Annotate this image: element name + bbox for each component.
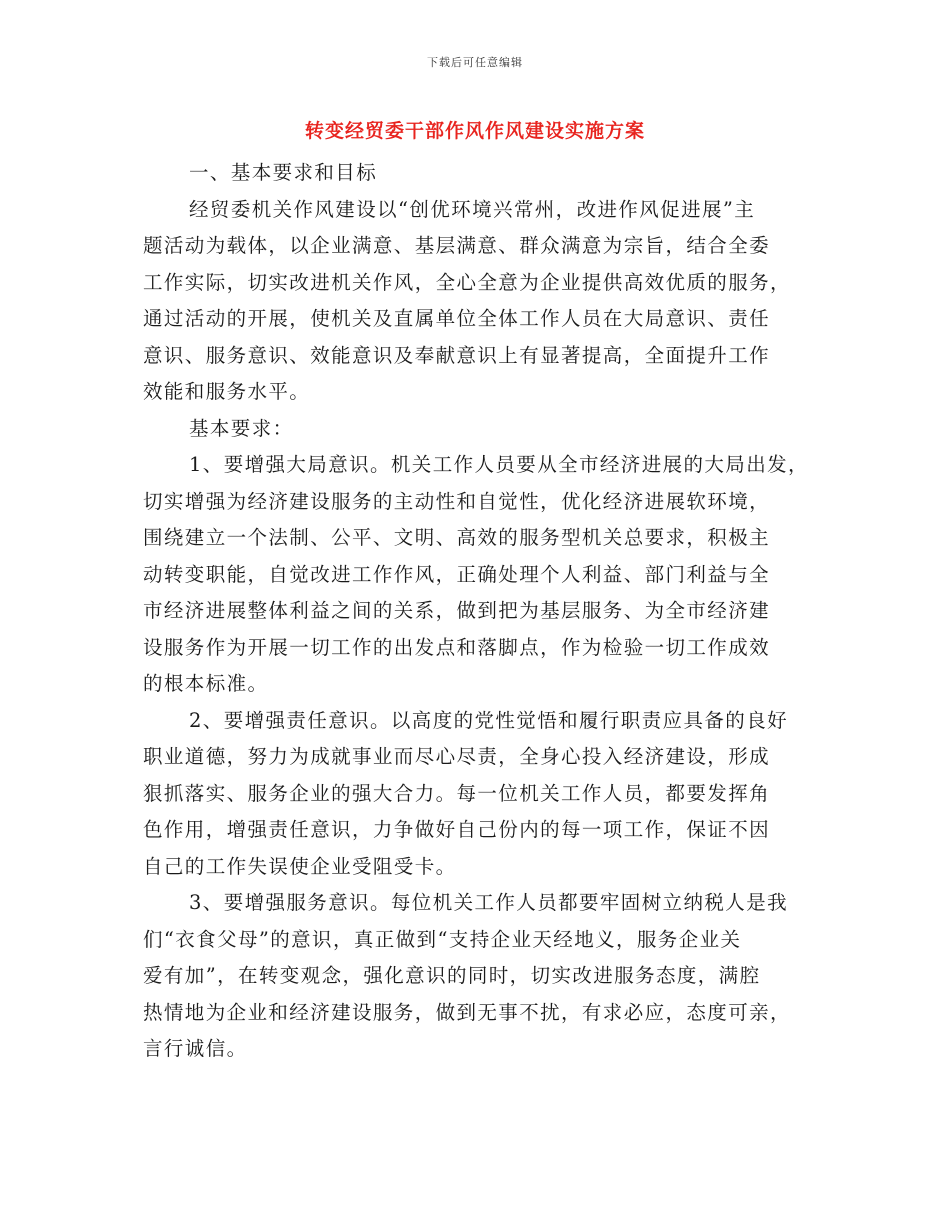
- paragraph-line: 2、要增强责任意识。以高度的党性觉悟和履行职责应具备的良好: [189, 708, 789, 732]
- paragraph-line: 通过活动的开展，使机关及直属单位全体工作人员在大局意识、责任: [143, 307, 771, 330]
- paragraph-line: 爱有加”，在转变观念，强化意识的同时，切实改进服务态度，满腔: [143, 964, 761, 987]
- basic-requirements-heading: 基本要求：: [189, 416, 294, 440]
- requirement-item-3: [143, 885, 823, 1068]
- paragraph-line: 狠抓落实、服务企业的强大合力。每一位机关工作人员，都要发挥角: [143, 781, 771, 805]
- paragraph-line: 们“衣食父母”的意识，真正做到“支持企业天经地义，服务企业关: [143, 927, 742, 951]
- paragraph-line: 动转变职能，自觉改进工作作风，正确处理个人利益、部门利益与全: [143, 562, 771, 586]
- paragraph-line: 经贸委机关作风建设以“创优环境兴常州，改进作风促进展”主: [189, 197, 756, 221]
- requirement-item-2: [143, 703, 823, 886]
- paragraph-line: 题活动为载体，以企业满意、基层满意、群众满意为宗旨，结合全委: [143, 234, 771, 257]
- paragraph-line: 的根本标准。: [143, 672, 269, 695]
- paragraph-line: 工作实际，切实改进机关作风，全心全意为企业提供高效优质的服务，: [143, 270, 791, 294]
- paragraph-line: 围绕建立一个法制、公平、文明、高效的服务型机关总要求，积极主: [143, 526, 771, 549]
- paragraph-line: 1、要增强大局意识。机关工作人员要从全市经济进展的大局出发，: [189, 453, 809, 476]
- document-title: 转变经贸委干部作风作风建设实施方案: [304, 120, 645, 142]
- paragraph-line: 3、要增强服务意识。每位机关工作人员都要牢固树立纳税人是我: [189, 891, 789, 914]
- requirement-item-1: [143, 447, 823, 703]
- paragraph-line: 效能和服务水平。: [143, 380, 311, 403]
- intro-paragraph: [143, 192, 823, 411]
- document-body: [143, 155, 823, 1068]
- paragraph-line: 热情地为企业和经济建设服务，做到无事不扰，有求必应，态度可亲，: [143, 1000, 791, 1024]
- header-note: 下载后可任意编辑: [427, 56, 523, 69]
- section-heading: 一、基本要求和目标: [189, 161, 378, 184]
- paragraph-line: 市经济进展整体利益之间的关系，做到把为基层服务、为全市经济建: [143, 599, 771, 622]
- paragraph-line: 切实增强为经济建设服务的主动性和自觉性，优化经济进展软环境，: [143, 489, 771, 513]
- paragraph-line: 意识、服务意识、效能意识及奉献意识上有显著提高，全面提升工作: [143, 343, 771, 367]
- paragraph-line: 自己的工作失误使企业受阻受卡。: [143, 854, 457, 878]
- paragraph-line: 言行诚信。: [143, 1037, 248, 1060]
- paragraph-line: 设服务作为开展一切工作的出发点和落脚点，作为检验一切工作成效: [143, 635, 771, 659]
- paragraph-line: 职业道德，努力为成就事业而尽心尽责，全身心投入经济建设，形成: [143, 745, 771, 768]
- paragraph-line: 色作用，增强责任意识，力争做好自己份内的每一项工作，保证不因: [143, 818, 771, 841]
